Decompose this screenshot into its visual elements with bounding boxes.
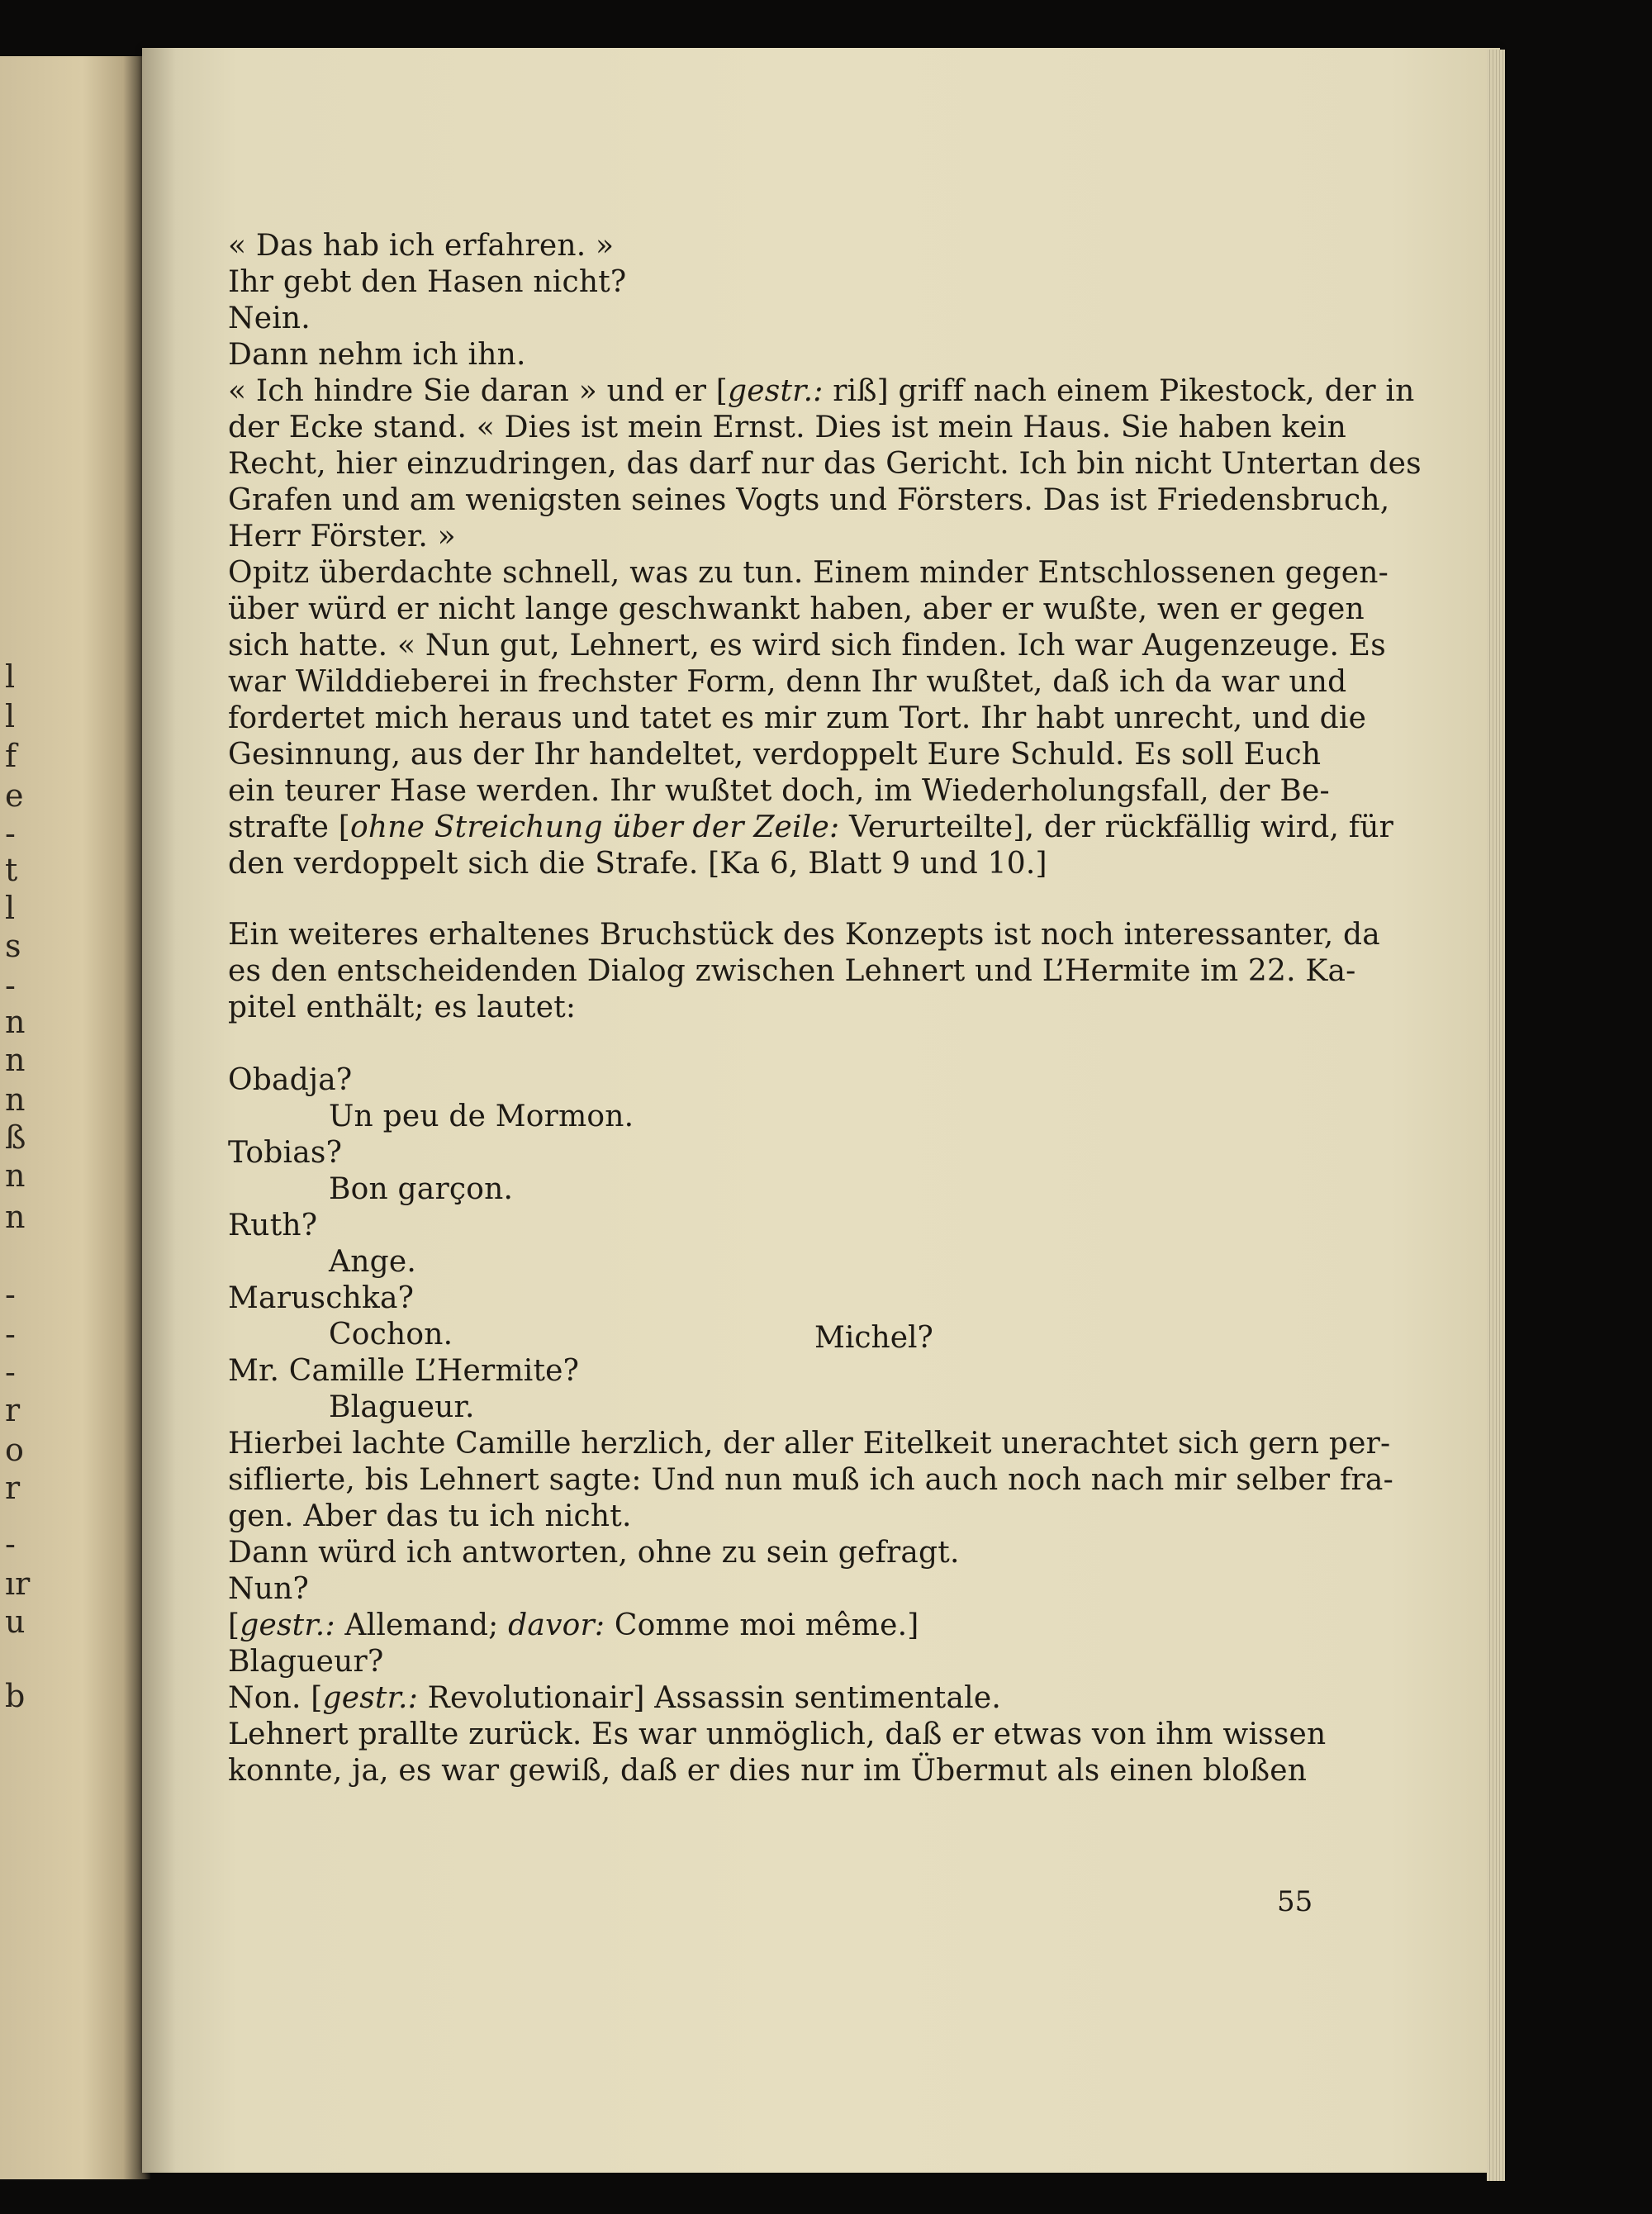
page-stack-edge — [1487, 50, 1505, 2181]
text-line — [228, 810, 1394, 846]
left-edge-letter: b — [5, 1678, 26, 1714]
text-line: über würd er nicht lange geschwankt haben, aber er wußte, wen er gegen — [228, 592, 1365, 626]
text-line: ein teurer Hase werden. Ihr wußtet doch, im Wiederholungsfall, der Be- — [228, 774, 1330, 808]
text-line: Nun? — [228, 1572, 309, 1606]
dialog-question: Obadja? — [228, 1063, 353, 1097]
dialog-answer: Blagueur. — [329, 1390, 475, 1424]
left-edge-letter: r — [5, 1470, 21, 1506]
left-edge-letter: l — [5, 698, 16, 734]
text-line: Herr Förster. » — [228, 520, 456, 554]
page-text — [228, 228, 1422, 1789]
text-line: Ein weiteres erhaltenes Bruchstück des Konzepts ist noch interessanter, da — [228, 918, 1380, 952]
text-line: konnte, ja, es war gewiß, daß er dies nur im Übermut als einen bloßen — [228, 1754, 1308, 1788]
dialog-side-question: Michel? — [814, 1321, 933, 1355]
left-edge-letter: n — [5, 1199, 26, 1235]
left-edge-letter: f — [5, 738, 17, 774]
left-page-edge — [0, 56, 150, 2179]
text-segment: riß] griff nach einem Pikestock, der in — [823, 374, 1415, 408]
text-line: Dann würd ich antworten, ohne zu sein gefragt. — [228, 1536, 960, 1570]
text-line — [228, 1608, 1302, 1644]
text-segment: Verurteilte], der rückfällig wird, für — [839, 810, 1394, 844]
editorial-note: davor: — [508, 1608, 605, 1642]
text-line: sich hatte. « Nun gut, Lehnert, es wird sich finden. Ich war Augenzeuge. Es — [228, 629, 1386, 663]
dialog-question: Tobias? — [228, 1136, 343, 1170]
dialog-answer: Un peu de Mormon. — [329, 1100, 634, 1133]
text-line — [228, 373, 1415, 410]
text-line: Lehnert prallte zurück. Es war unmöglich, daß er etwas von ihm wissen — [228, 1718, 1327, 1751]
text-line: war Wilddieberei in frechster Form, denn Ihr wußtet, daß ich da war und — [228, 665, 1347, 699]
text-segment: Revolutionair] Assassin sentimentale. — [418, 1681, 1001, 1715]
left-edge-letter: l — [5, 658, 16, 695]
text-line: Gesinnung, aus der Ihr handeltet, verdoppelt Eure Schuld. Es soll Euch — [228, 738, 1322, 772]
text-segment: Allemand; — [335, 1608, 509, 1642]
text-segment: « Ich hindre Sie daran » und er [ — [228, 374, 729, 408]
text-segment: Non. [ — [228, 1681, 323, 1715]
left-edge-letter: - — [5, 815, 16, 852]
text-line: pitel enthält; es lautet: — [228, 991, 577, 1024]
text-line: « Das hab ich erfahren. » — [228, 229, 615, 263]
left-edge-letter: ß — [5, 1119, 26, 1156]
left-edge-letter: u — [5, 1603, 26, 1640]
text-segment: Comme moi même.] — [605, 1608, 919, 1642]
left-edge-letter: - — [5, 1354, 16, 1390]
editorial-note: gestr.: — [728, 374, 824, 408]
left-edge-letter: r — [5, 1392, 21, 1428]
text-line: fordertet mich heraus und tatet es mir zum Tort. Ihr habt unrecht, und die — [228, 701, 1367, 735]
dialog-answer: Ange. — [329, 1245, 416, 1279]
left-edge-letter: o — [5, 1432, 24, 1468]
dialog-question: Maruschka? — [228, 1281, 415, 1315]
dialog-question: Mr. Camille L’Hermite? — [228, 1354, 580, 1388]
left-edge-letter: n — [5, 1042, 26, 1078]
left-edge-letter: n — [5, 1081, 26, 1118]
text-line: gen. Aber das tu ich nicht. — [228, 1499, 632, 1533]
text-line: Dann nehm ich ihn. — [228, 338, 526, 372]
left-edge-letter: n — [5, 1157, 26, 1194]
page-number: 55 — [1277, 1885, 1313, 1918]
left-edge-letter: ır — [5, 1565, 31, 1602]
dialog-question: Ruth? — [228, 1209, 318, 1242]
paragraph-gap — [228, 882, 1302, 917]
left-edge-letter: - — [5, 1526, 16, 1562]
left-edge-letter: - — [5, 967, 16, 1004]
text-line: Ihr gebt den Hasen nicht? — [228, 265, 627, 299]
left-edge-letter: n — [5, 1004, 26, 1040]
text-line: Opitz überdachte schnell, was zu tun. Einem minder Entschlossenen gegen- — [228, 556, 1389, 590]
left-edge-letter: - — [5, 1276, 16, 1313]
text-line: siflierte, bis Lehnert sagte: Und nun muß ich auch noch nach mir selber fra- — [228, 1463, 1393, 1497]
text-line: Blagueur? — [228, 1645, 384, 1679]
text-line: Hierbei lachte Camille herzlich, der aller Eitelkeit unerachtet sich gern per- — [228, 1427, 1391, 1461]
text-segment: strafte [ — [228, 810, 350, 844]
text-segment: [ — [228, 1608, 240, 1642]
text-line: Recht, hier einzudringen, das darf nur das Gericht. Ich bin nicht Untertan des — [228, 447, 1422, 481]
paragraph-gap — [228, 1026, 1302, 1062]
editorial-note: ohne Streichung über der Zeile: — [350, 810, 840, 844]
dialog-answer: Bon garçon. — [329, 1172, 514, 1206]
text-line: Grafen und am wenigsten seines Vogts und Försters. Das ist Friedensbruch, — [228, 483, 1390, 517]
left-edge-letter: - — [5, 1316, 16, 1352]
left-edge-letter: l — [5, 890, 16, 926]
text-line: Nein. — [228, 302, 311, 335]
text-line: es den entscheidenden Dialog zwischen Lehnert und L’Hermite im 22. Ka- — [228, 954, 1356, 988]
editorial-note: gestr.: — [240, 1608, 335, 1642]
left-edge-letter: t — [5, 852, 18, 888]
text-line: der Ecke stand. « Dies ist mein Ernst. Dies ist mein Haus. Sie haben kein — [228, 411, 1347, 444]
text-line — [228, 1680, 1302, 1717]
text-line: den verdoppelt sich die Strafe. [Ka 6, Blatt 9 und 10.] — [228, 847, 1047, 881]
editorial-note: gestr.: — [322, 1681, 419, 1715]
left-edge-letter: s — [5, 928, 21, 964]
dialog-answer: Cochon. — [329, 1318, 453, 1352]
left-edge-letter: e — [5, 777, 24, 814]
